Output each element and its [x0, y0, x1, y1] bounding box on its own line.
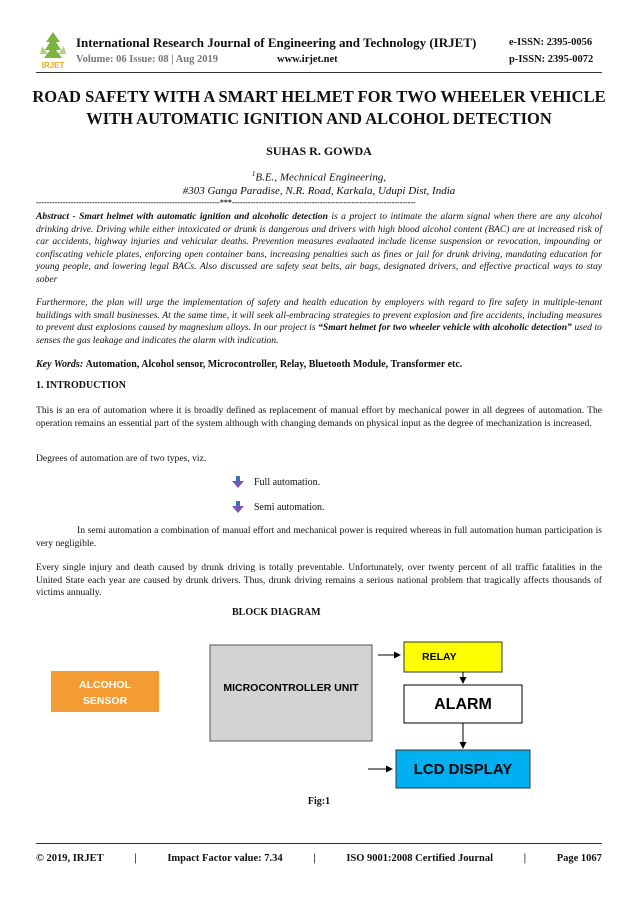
section-separator: ---------------------------------------------------------------------***---------------------------------------------------------------------: [36, 198, 416, 207]
header-divider: [36, 72, 602, 73]
affiliation-line-1: [30, 170, 608, 184]
footer-impact-factor: Impact Factor value: 7.34: [167, 853, 283, 864]
project-title-quote: “Smart helmet for two wheeler vehicle with alcoholic detection”: [318, 322, 572, 334]
alcohol-sensor-label-1: ALCOHOL: [79, 679, 131, 691]
furthermore-part-1: Furthermore, the plan will urge the implementation of safety and health education by employers with regard to fire safety in multiple-tenant buildings with small businesses. At the same time, it will seek all-embracing strategies to prevent explosion and fire accidents, including measures to prevent dust explosions caused by magnesium alloys. In our project is: [36, 297, 602, 334]
introduction-paragraph-1: This is an era of automation where it is broadly defined as replacement of manual effort by mechanical power in all degrees of automation. The operation remains an essential part of the system although with changing demands on physical input as the degree of mechanization is increased.: [36, 405, 602, 429]
affiliation-superscript: 1: [251, 170, 256, 178]
bullet-label: Semi automation.: [254, 501, 325, 513]
degrees-of-automation: Degrees of automation are of two types, viz.: [36, 453, 207, 464]
figure-caption: Fig:1: [307, 796, 331, 807]
keywords-list: Automation, Alcohol sensor, Microcontroller, Relay, Bluetooth Module, Transformer etc.: [85, 359, 463, 370]
abstract-body: is a project to intimate the alarm signal when there are any alcohol drinking drive. Driving while either intoxicated or drunk is dangerous and drivers with high blood alcohol content (BAC) are at increased risk of car accidents, highway injuries and vehicular deaths. Prevention measures evaluated include license suspension or revocation, impounding or confiscating vehicle plates, enforcing open container bans, increasing penalties such as fines or jail for drunk driving, mandating education for young people, and lowering legal BACs. Also discussed are safety seat belts, air bags, designated drivers, and effective practical ways to stay sober: [36, 211, 602, 285]
section-heading-introduction: 1. INTRODUCTION: [36, 380, 127, 391]
block-diagram-heading: BLOCK DIAGRAM: [232, 607, 321, 618]
bullet-item-full-automation: [232, 476, 320, 488]
relay-label: RELAY: [422, 651, 457, 663]
arrow-down-bullet-icon: [232, 476, 244, 488]
e-issn: e-ISSN: 2395-0056: [509, 37, 593, 48]
alarm-label: ALARM: [434, 696, 492, 713]
keywords-label: Key Words: [36, 359, 80, 370]
logo-text: IRJET: [41, 61, 65, 70]
affiliation-degree: B.E., Mechnical Engineering,: [255, 171, 387, 184]
microcontroller-label: MICROCONTROLLER UNIT: [223, 682, 359, 694]
author-name: SUHAS R. GOWDA: [266, 144, 372, 158]
journal-title: International Research Journal of Engineering and Technology (IRJET): [76, 35, 477, 50]
page-footer: [36, 853, 602, 864]
footer-separator: |: [523, 853, 527, 864]
abstract-paragraph-2: [36, 297, 602, 347]
arrow-down-bullet-icon: [232, 501, 244, 513]
drunk-driving-paragraph: Every single injury and death caused by drunk driving is totally preventable. Unfortunately, over twenty percent of all traffic fatalities in the United State each year are caused by drunk drivers. Thus, drunk driving remains a serious national problem that tragically affects thousands of victims annually.: [36, 562, 602, 599]
footer-separator: |: [313, 853, 316, 864]
footer-page-number: Page 1067: [556, 853, 602, 864]
paper-title: ROAD SAFETY WITH A SMART HELMET FOR TWO WHEELER VEHICLE WITH AUTOMATIC IGNITION AND ALCOHOL DETECTION: [32, 87, 606, 128]
abstract-paragraph: [36, 211, 602, 287]
bullet-item-semi-automation: [232, 501, 325, 513]
footer-copyright: © 2019, IRJET: [36, 853, 104, 864]
footer-separator: |: [134, 853, 137, 864]
semi-automation-paragraph: In semi automation a combination of manual effort and mechanical power is required whereas in full automation human participation is very negligible.: [36, 525, 602, 549]
volume-issue: Volume: 06 Issue: 08 | Aug 2019: [76, 54, 218, 65]
affiliation-line-2: #303 Ganga Paradise, N.R. Road, Karkala, Udupi Dist, India: [182, 185, 456, 197]
bullet-label: Full automation.: [254, 476, 321, 488]
lcd-display-label: LCD DISPLAY: [413, 761, 513, 778]
abstract-lead: Abstract - Smart helmet with automatic ignition and alcoholic detection: [36, 211, 328, 222]
footer-divider: [36, 843, 602, 844]
journal-website-link[interactable]: www.irjet.net: [277, 54, 338, 65]
footer-iso: ISO 9001:2008 Certified Journal: [346, 853, 494, 864]
block-diagram: [0, 630, 638, 800]
furthermore-part-2: used to senses the gas leakage and indicates the alarm with indication.: [36, 322, 602, 346]
keywords: Key Words: Automation, Alcohol sensor, Microcontroller, Relay, Bluetooth Module, Transformer etc.: [36, 359, 463, 370]
irjet-logo: [36, 28, 70, 72]
p-issn: p-ISSN: 2395-0072: [509, 54, 594, 65]
alcohol-sensor-label-2: SENSOR: [82, 695, 128, 707]
